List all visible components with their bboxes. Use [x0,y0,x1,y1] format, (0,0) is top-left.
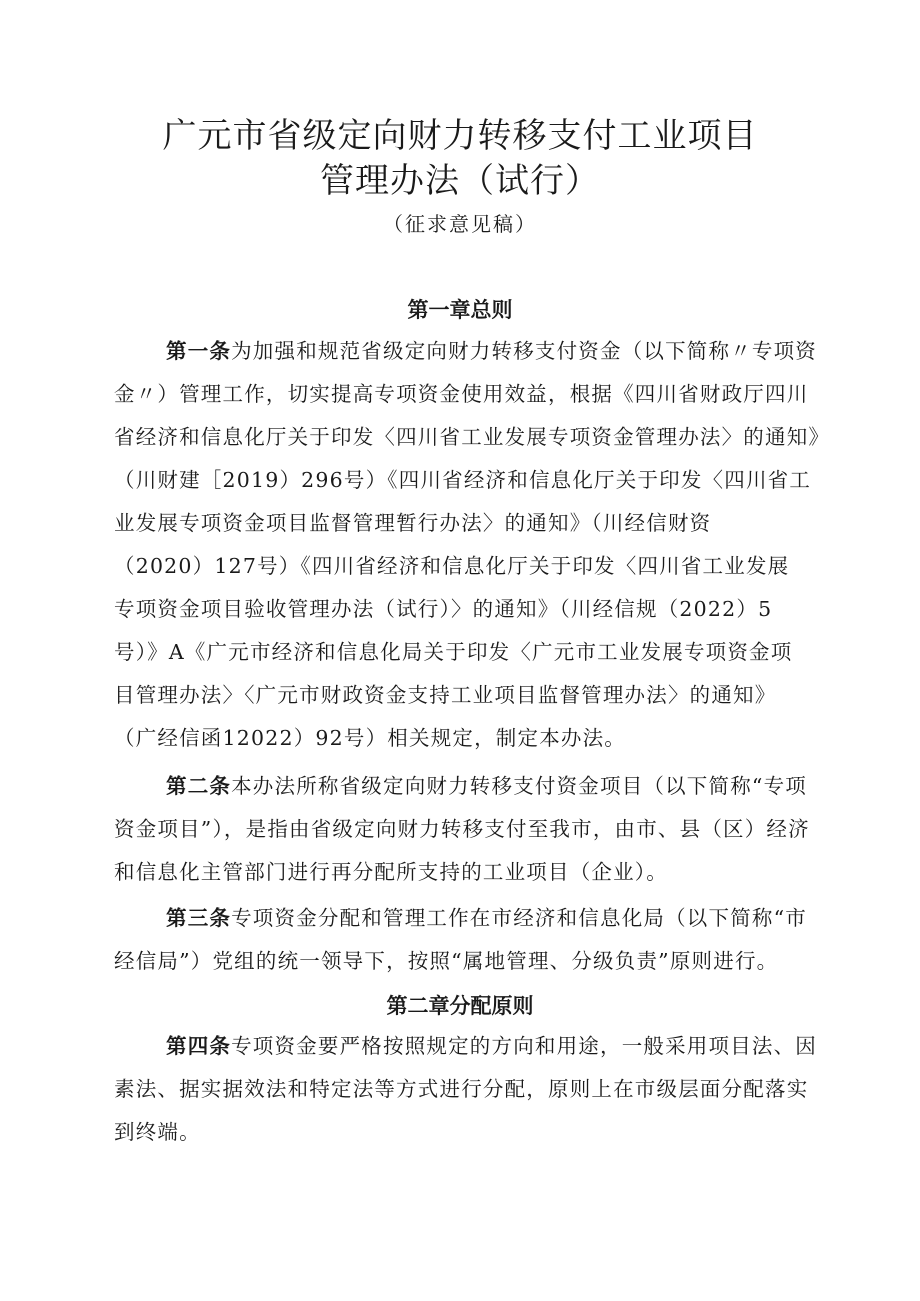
chapter-1-heading: 第一章总则 [407,298,513,322]
article-4-lead: 第四条 [166,1034,232,1058]
article-line: 和信息化主管部门进行再分配所支持的工业项目（企业）。 [114,860,668,884]
document-title-line-2: 管理办法（试行） [320,161,600,201]
document-title-line-1: 广元市省级定向财力转移支付工业项目 [162,116,758,156]
article-2 [114,765,814,894]
article-3-lead: 第三条 [166,906,232,930]
article-line: （2020）127号）《四川省经济和信息化厅关于印发〈四川省工业发展 [114,554,790,578]
article-2-lead: 第二条 [166,774,232,798]
article-line: 业发展专项资金项目监督管理暂行办法〉的通知》（川经信财资 [114,511,712,535]
document-subtitle: （征求意见稿） [383,212,537,236]
article-4 [114,1025,818,1154]
article-line: 号）》A《广元市经济和信息化局关于印发〈广元市工业发展专项资金项 [114,640,793,664]
article-line: 第四条专项资金要严格按照规定的方向和用途，一般采用项目法、因 [166,1034,818,1058]
article-line: 资金项目”），是指由省级定向财力转移支付至我市，由市、县（区）经济 [114,817,810,841]
article-3 [114,897,814,983]
article-1-lead: 第一条 [166,339,232,363]
article-line: 金〃）管理工作，切实提高专项资金使用效益，根据《四川省财政厅四川 [114,382,809,406]
article-line: 第一条为加强和规范省级定向财力转移支付资金（以下简称〃专项资 [166,339,818,363]
chapter-2-heading: 第二章分配原则 [386,994,534,1018]
article-line: 第二条本办法所称省级定向财力转移支付资金项目（以下简称“专项 [166,774,807,798]
article-line: （广经信函12022）92号）相关规定，制定本办法。 [114,726,626,750]
article-line: 目管理办法〉〈广元市财政资金支持工业项目监督管理办法〉的通知》 [114,683,777,707]
article-line: （川财建［2019）296号）《四川省经济和信息化厅关于印发〈四川省工 [114,468,812,492]
article-1 [114,330,831,760]
article-line: 省经济和信息化厅关于印发〈四川省工业发展专项资金管理办法〉的通知》 [114,425,831,449]
article-line: 到终端。 [114,1120,201,1144]
article-line: 素法、据实据效法和特定法等方式进行分配，原则上在市级层面分配落实 [114,1077,809,1101]
article-line: 专项资金项目验收管理办法（试行）〉的通知》（川经信规（2022）5 [114,597,773,621]
article-line: 第三条专项资金分配和管理工作在市经济和信息化局（以下简称“市 [166,906,807,930]
article-line: 经信局”）党组的统一领导下，按照“属地管理、分级负责”原则进行。 [114,949,779,973]
